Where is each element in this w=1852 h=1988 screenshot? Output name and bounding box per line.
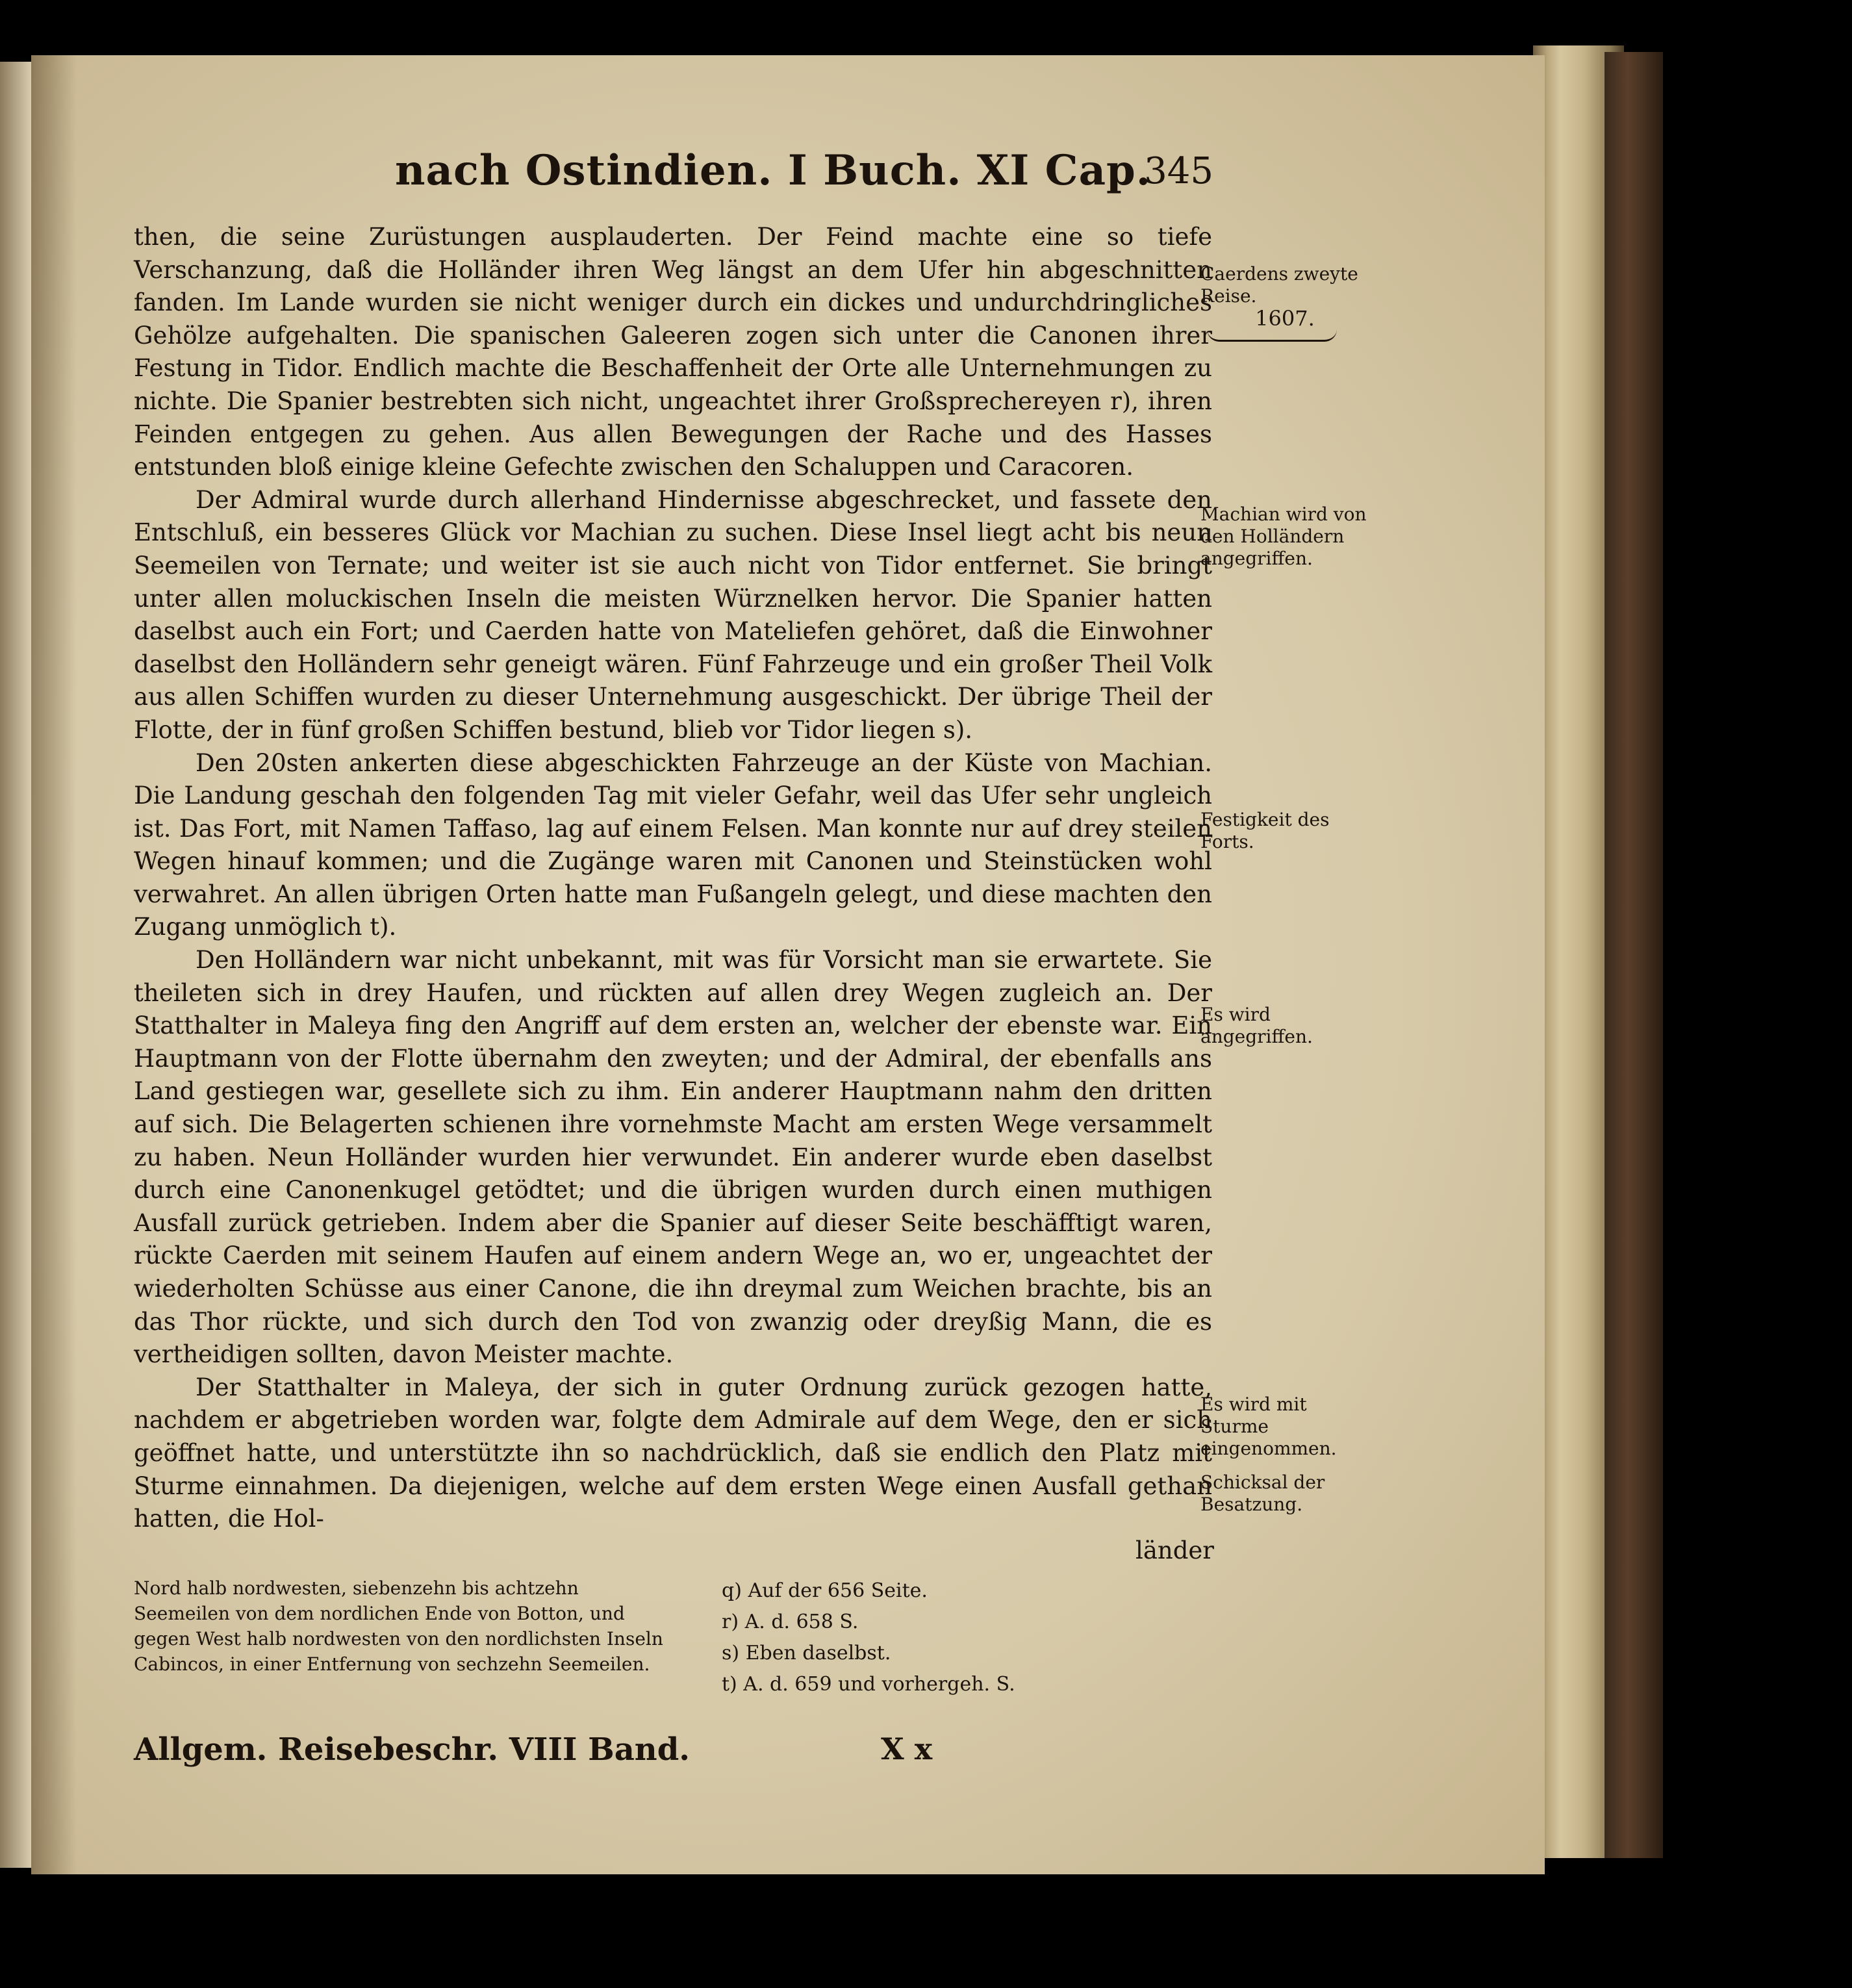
margin-note [1200,1394,1369,1460]
margin-note [1200,503,1369,570]
main-text [134,221,1212,1536]
running-header [395,146,1213,205]
catchword: länder [1135,1536,1214,1564]
footnote: s) Eben daselbst. [722,1642,891,1664]
margin-note-text: Festigkeit des Forts. [1200,809,1330,852]
margin-note-text: Es wird mit Sturme eingenommen. [1200,1394,1337,1459]
signature-title: Allgem. Reisebeschr. VIII Band. [134,1731,690,1768]
signature-mark: X x [881,1731,933,1766]
running-title: nach Ostindien. I Buch. XI Cap. [395,146,1152,195]
brace-ornament [1207,329,1337,342]
book-page [31,55,1545,1874]
footnote-list [722,1575,1176,1700]
margin-note-text: Es wird angegriffen. [1200,1004,1313,1047]
paragraph: Den Holländern war nicht unbekannt, mit was für Vorsicht man sie erwartete. Sie theileten sich in drey Haufen, und rückten auf allen drey Wegen zugleich an. Der Statthalter in Maleya fing den Angriff auf dem ersten an, welcher der ebenste war. Ein Hauptmann von der Flotte übernahm den zweyten; und der Admiral, der ebenfalls ans Land gestiegen war, gesellete sich zu ihm. Ein anderer Hauptmann nahm den dritten auf sich. Die Belagerten schienen ihre vornehmste Macht am ersten Wege versammelt zu haben. Neun Holländer wurden hier verwundet. Ein anderer wurde eben daselbst durch eine Canonenkugel getödtet; und die übrigen wurden durch einen muthigen Ausfall zurück getrieben. Indem aber die Spanier auf dieser Seite beschäfftigt waren, rückte Caerden mit seinem Haufen auf einem andern Wege an, wo er, ungeachtet der wiederholten Schüsse aus einer Canone, die ihn dreymal zum Weichen brachte, bis an das Thor rückte, und sich durch den Tod von zwanzig oder dreyßig Mann, die es vertheidigen sollten, davon Meister machte. [134,946,1212,1369]
footnote: q) Auf der 656 Seite. [722,1579,928,1602]
margin-note [1200,1472,1369,1516]
margin-note [1200,263,1369,342]
margin-note-year: 1607. [1255,306,1315,331]
left-page-edge [0,62,31,1868]
page-gutter-shadow [31,55,77,1874]
margin-note [1200,1004,1369,1048]
margin-note-text: Schicksal der Besatzung. [1200,1472,1325,1515]
paragraph: then, die seine Zurüstungen ausplauderten. Der Feind machte eine so tiefe Verschanzung, daß die Holländer ihren Weg längst an dem Ufer hin abgeschnitten fanden. Im Lande wurden sie nicht weniger durch ein dickes und undurchdringliches Gehölze aufgehalten. Die spanischen Galeeren zogen sich unter die Canonen ihrer Festung in Tidor. Endlich machte die Beschaffenheit der Orte alle Unternehmungen zu nichte. Die Spanier bestrebten sich nicht, ungeachtet ihrer Großsprechereyen r), ihren Feinden entgegen zu gehen. Aus allen Bewegungen der Rache und des Hasses entstunden bloß einige kleine Gefechte zwischen den Schaluppen und Caracoren. [134,223,1212,481]
margin-note [1200,809,1369,853]
margin-note-text: Caerdens zweyte Reise. [1200,263,1358,307]
paragraph: Der Statthalter in Maleya, der sich in guter Ordnung zurück gezogen hatte, nachdem er abgetrieben worden war, folgte dem Admirale auf dem Wege, den er sich geöffnet hatte, und unterstützte ihn so nachdrücklich, daß sie endlich den Platz mit Sturme einnahmen. Da diejenigen, welche auf dem ersten Wege einen Ausfall gethan hatten, die Hol- [134,1373,1212,1533]
footnote: r) A. d. 658 S. [722,1611,859,1633]
paragraph: Den 20sten ankerten diese abgeschickten Fahrzeuge an der Küste von Machian. Die Landung geschah den folgenden Tag mit vieler Gefahr, weil das Ufer sehr ungleich ist. Das Fort, mit Namen Taffaso, lag auf einem Felsen. Man konnte nur auf drey steilen Wegen hinauf kommen; und die Zugänge waren mit Canonen und Steinstücken wohl verwahret. An allen übrigen Orten hatte man Fußangeln gelegt, und diese machten den Zugang unmöglich t). [134,748,1212,941]
footnote-continued: Nord halb nordwesten, siebenzehn bis achtzehn Seemeilen von dem nordlichen Ende von Botton, und gegen West halb nordwesten von den nordlichsten Inseln Cabincos, in einer Entfernung von sechzehn Seemeilen. [134,1577,663,1675]
page-number: 345 [1144,150,1213,192]
book-cover [1605,52,1663,1858]
margin-note-text: Machian wird von den Holländern angegriffen. [1200,503,1367,569]
paragraph: Der Admiral wurde durch allerhand Hindernisse abgeschrecket, und fassete den Entschluß, ein besseres Glück vor Machian zu suchen. Diese Insel liegt acht bis neun Seemeilen von Ternate; und weiter ist sie auch nicht von Tidor entfernet. Sie bringt unter allen moluckischen Inseln die meisten Würznelken hervor. Die Spanier hatten daselbst auch ein Fort; und Caerden hatte von Mateliefen gehöret, daß die Einwohner daselbst den Holländern sehr geneigt wären. Fünf Fahrzeuge und ein großer Theil Volk aus allen Schiffen wurden zu dieser Unternehmung ausgeschickt. Der übrige Theil der Flotte, der in fünf großen Schiffen bestund, blieb vor Tidor liegen s). [134,485,1212,744]
footnote: t) A. d. 659 und vorhergeh. S. [722,1673,1015,1696]
